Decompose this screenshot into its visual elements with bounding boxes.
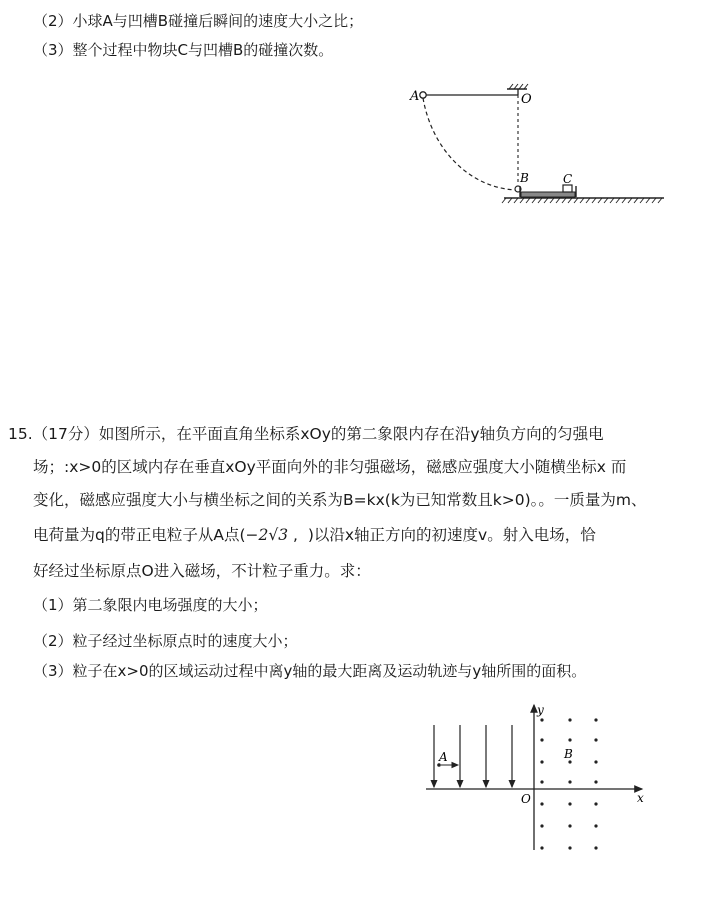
field-dot (540, 802, 543, 805)
field-dot (568, 846, 571, 849)
fig-label-x: x (637, 791, 644, 805)
q15-line3: 变化，磁感应强度大小与横坐标之间的关系为B=kx(k为已知常数且k>0)。。一质量为m、 (33, 491, 647, 509)
field-dot (540, 824, 543, 827)
hatch-mark (634, 198, 638, 203)
hatch-mark (604, 198, 608, 203)
q15-line4 (33, 525, 596, 545)
hatch-mark (628, 198, 632, 203)
hatch-mark (538, 198, 542, 203)
hatch-mark (598, 198, 602, 203)
field-dots (540, 718, 597, 849)
field-dot (594, 780, 597, 783)
hatch-mark (514, 198, 518, 203)
q15-part1: （1）第二象限内电场强度的大小； (33, 596, 268, 614)
label-B: B (520, 171, 529, 185)
hatch-mark (562, 198, 566, 203)
hatch-mark (544, 198, 548, 203)
hatch-mark (586, 198, 590, 203)
hatch-mark (580, 198, 584, 203)
hatch-mark (622, 198, 626, 203)
label-C: C (563, 172, 573, 186)
field-dot (594, 760, 597, 763)
fig-label-A: A (439, 750, 448, 764)
hatch-mark (532, 198, 536, 203)
q15-line5: 好经过坐标原点O进入磁场，不计粒子重力。求： (33, 562, 371, 580)
field-dot (540, 780, 543, 783)
field-dot (594, 738, 597, 741)
hatch-mark (520, 198, 524, 203)
field-dot (568, 780, 571, 783)
field-dot (594, 802, 597, 805)
field-dot (540, 846, 543, 849)
field-dot (568, 824, 571, 827)
hatch-mark (568, 198, 572, 203)
hatch-mark (592, 198, 596, 203)
q15-line4-before: 电荷量为q的带正电粒子从A点( (33, 526, 246, 544)
hatch-mark (610, 198, 614, 203)
q15-part2: （2）粒子经过坐标原点时的速度大小； (33, 632, 298, 650)
hatch-mark (550, 198, 554, 203)
q15-line1: 15.（17分）如图所示，在平面直角坐标系xOy的第二象限内存在沿y轴负方向的匀强电 (8, 425, 604, 443)
fig-label-y: y (537, 703, 544, 717)
field-dot (568, 802, 571, 805)
field-dot (540, 738, 543, 741)
field-dot (594, 846, 597, 849)
q14-part3: （3）整个过程中物块C与凹槽B的碰撞次数。 (33, 41, 334, 59)
hatch-mark (658, 198, 662, 203)
field-dot (594, 718, 597, 721)
hatch-mark (526, 198, 530, 203)
q14-part2: （2）小球A与凹槽B碰撞后瞬间的速度大小之比； (33, 12, 364, 30)
q15-line4-math: −2√3 (245, 526, 289, 544)
q15-line4-mid: , (288, 526, 308, 544)
hatch-mark (574, 198, 578, 203)
fig-label-O: O (521, 792, 531, 806)
hatch-mark (508, 198, 512, 203)
q15-part3: （3）粒子在x>0的区域运动过程中离y轴的最大距离及运动轨迹与y轴所围的面积。 (33, 662, 587, 680)
field-dot (540, 718, 543, 721)
q15-line4-after: )以沿x轴正方向的初速度v。射入电场，恰 (307, 526, 596, 544)
fig-label-B: B (564, 747, 573, 761)
label-O: O (521, 92, 532, 107)
pendulum-figure (400, 80, 680, 220)
hatch-mark (616, 198, 620, 203)
field-figure (420, 700, 650, 860)
hatch-mark (556, 198, 560, 203)
field-dot (568, 738, 571, 741)
hatch-mark (646, 198, 650, 203)
hatch-mark (502, 198, 506, 203)
field-dot (540, 760, 543, 763)
ground-hatch (502, 198, 662, 203)
hatch-mark (640, 198, 644, 203)
field-dot (594, 824, 597, 827)
hatch-mark (652, 198, 656, 203)
label-A: A (410, 89, 420, 104)
field-dot (568, 718, 571, 721)
q15-line2: 场；:x>0的区域内存在垂直xOy平面向外的非匀强磁场，磁感应强度大小随横坐标x 而 (33, 458, 627, 476)
